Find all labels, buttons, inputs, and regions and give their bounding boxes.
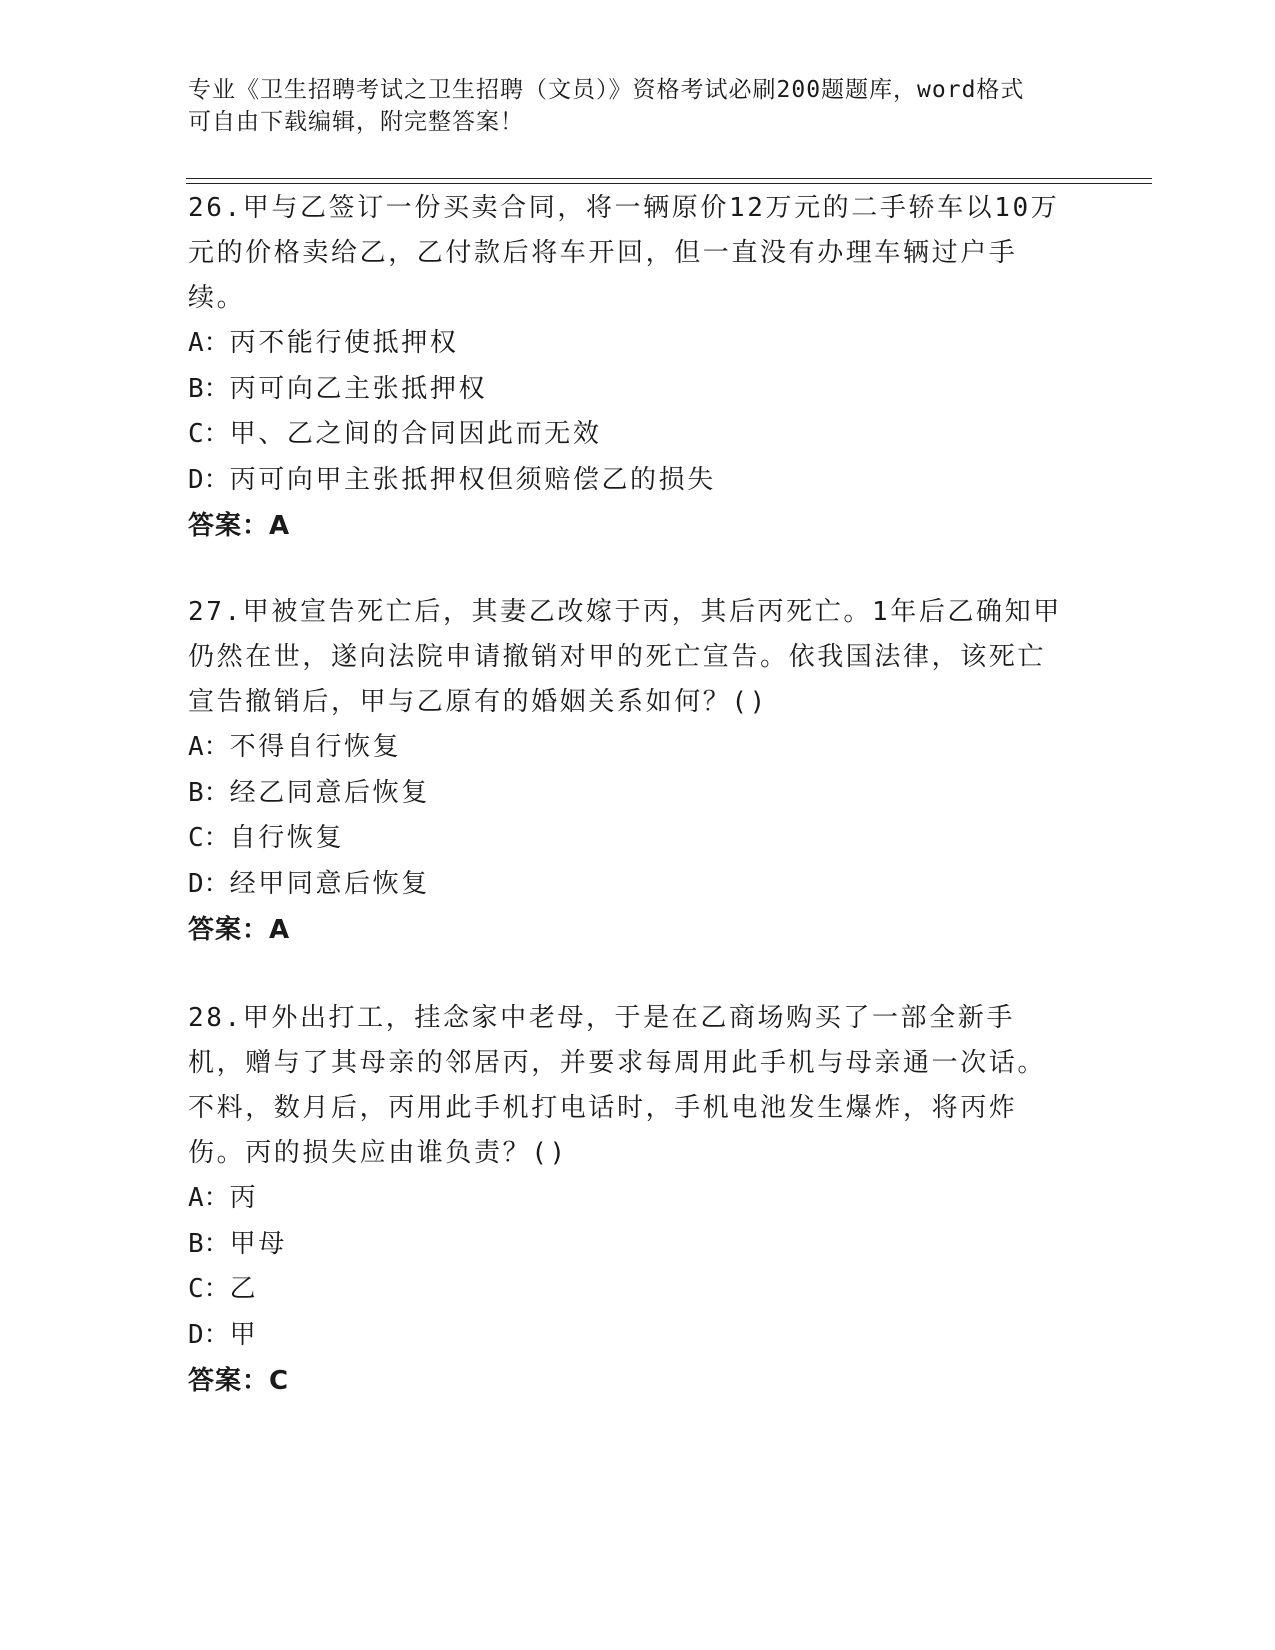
option-text: 不得自行恢复: [229, 732, 402, 762]
option-text: 甲母: [229, 1228, 287, 1259]
question-stem: 28.甲外出打工，挂念家中老母，于是在乙商场购买了一部全新手机，赠与了其母亲的邻居丙，并要求每周用此手机与母亲通一次话。不料，数月后，丙用此手机打电话时，手机电池发生爆炸，将丙炸伤。丙的损失应由谁负责？(): [188, 1003, 1047, 1168]
header-line-1: 专业《卫生招聘考试之卫生招聘（文员）》资格考试必刷200题题库，word格式: [188, 77, 1025, 103]
option-a: [188, 321, 1068, 367]
option-b: [188, 771, 1068, 817]
answer-line: 答案：A: [188, 511, 291, 541]
option-text: 丙可向甲主张抵押权但须赔偿乙的损失: [229, 464, 716, 495]
option-label: C：: [188, 823, 230, 853]
option-label: D：: [188, 1319, 230, 1350]
question-stem: 26.甲与乙签订一份买卖合同，将一辆原价12万元的二手轿车以10万元的价格卖给乙，乙付款后将车开回，但一直没有办理车辆过户手续。: [188, 193, 1060, 313]
option-text: 甲: [229, 1319, 259, 1350]
option-label: C：: [188, 1274, 230, 1304]
option-d: [188, 1313, 1068, 1359]
question-28: [188, 996, 1068, 1404]
question-stem: 27.甲被宣告死亡后，其妻乙改嫁于丙，其后丙死亡。1年后乙确知甲仍然在世，遂向法院申请撤销对甲的死亡宣告。依我国法律，该死亡宣告撤销后，甲与乙原有的婚姻关系如何？(): [188, 597, 1062, 717]
option-text: 乙: [229, 1274, 259, 1304]
answer-line: 答案：C: [188, 1366, 290, 1396]
option-d: [188, 862, 1068, 908]
header-divider-top: [186, 178, 1152, 179]
option-c: [188, 816, 1068, 862]
option-label: A：: [188, 732, 230, 762]
option-text: 丙可向乙主张抵押权: [229, 373, 488, 404]
question-27: [188, 590, 1068, 953]
answer-line: 答案：A: [188, 915, 291, 945]
option-d: [188, 458, 1068, 504]
option-label: D：: [188, 464, 230, 495]
option-label: B：: [188, 777, 230, 808]
option-label: A：: [188, 328, 230, 358]
option-label: A：: [188, 1183, 230, 1213]
option-a: [188, 725, 1068, 771]
option-c: [188, 412, 1068, 458]
option-label: B：: [188, 373, 230, 404]
option-c: [188, 1267, 1068, 1313]
option-b: [188, 1222, 1068, 1268]
option-a: [188, 1176, 1068, 1222]
option-text: 甲、乙之间的合同因此而无效: [229, 419, 602, 449]
header-divider-bottom: [186, 183, 1152, 184]
header-line-2: 可自由下载编辑，附完整答案！: [188, 109, 524, 135]
option-b: [188, 367, 1068, 413]
option-text: 经甲同意后恢复: [229, 868, 430, 899]
question-26: [188, 186, 1068, 549]
option-text: 丙不能行使抵押权: [229, 328, 459, 358]
option-label: D：: [188, 868, 230, 899]
document-header: [188, 74, 1068, 138]
option-text: 经乙同意后恢复: [229, 777, 430, 808]
option-text: 自行恢复: [229, 823, 345, 853]
option-label: C：: [188, 419, 230, 449]
option-label: B：: [188, 1228, 230, 1259]
option-text: 丙: [229, 1183, 259, 1213]
